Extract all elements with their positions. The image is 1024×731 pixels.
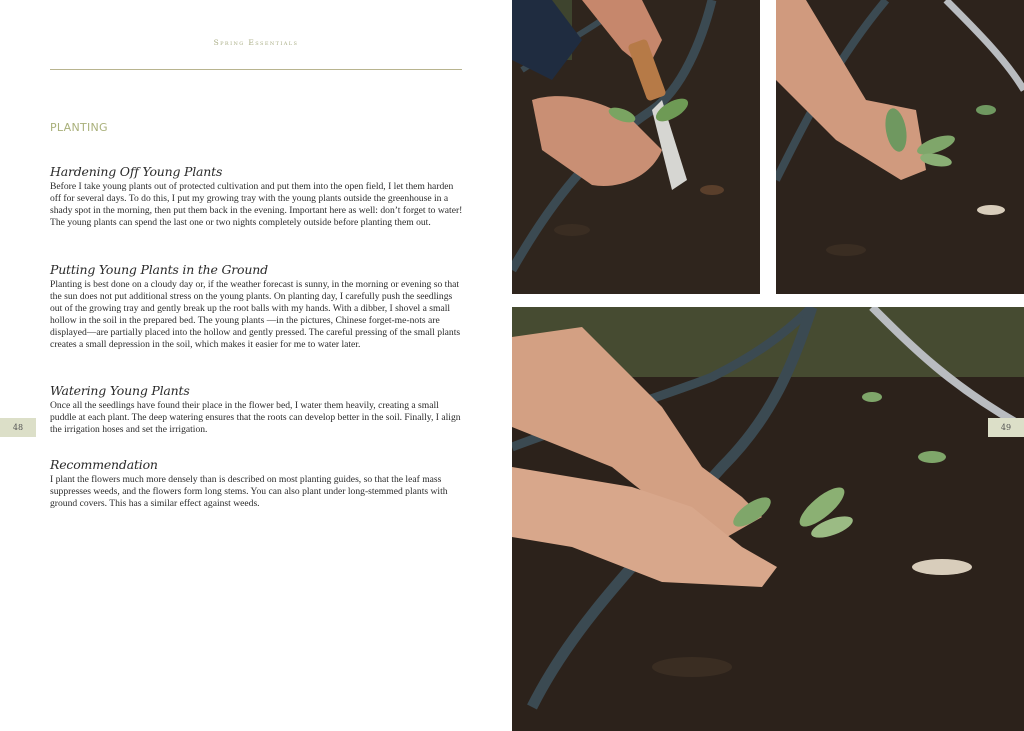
photo-hands-firming-soil [512,307,1024,731]
section-putting-in-ground [50,262,464,351]
photo-dibber-planting [512,0,760,294]
header-rule [50,69,462,70]
subheading: Recommendation [50,457,158,472]
subheading: Putting Young Plants in the Ground [50,262,268,277]
running-head: Spring Essentials [213,38,299,47]
photo-pressing-seedling [776,0,1024,294]
section-recommendation [50,457,464,510]
section-watering [50,383,464,436]
subheading: Watering Young Plants [50,383,190,398]
paragraph: I plant the flowers much more densely than is described on most planting guides, so that the leaf mass suppresses weeds, and the flowers form long stems. You can also plant under long-stemmed plants with ground covers. This has a similar effect against weeds. [50,474,448,509]
section-hardening-off [50,164,464,229]
page-number-left: 48 [0,418,36,437]
page-number-right: 49 [988,418,1024,437]
paragraph: Planting is best done on a cloudy day or, if the weather forecast is sunny, in the morning or evening so that the sun does not put additional stress on the young plants. On planting day, I carefully push the seedlings out of the growing tray and gently break up the root balls with my hands. With a dibber, I shovel a small hollow in the soil in the prepared bed. The young plants —in the pictures, Chinese forget-me-nots are displayed—are partially placed into the hollow and gently pressed. The careful pressing of the small plants creates a small depression in the soil, which makes it easier for me to water later. [50,279,461,350]
paragraph: Before I take young plants out of protected cultivation and put them into the open field, I let them harden off for several days. To do this, I put my growing tray with the young plants outside the greenhouse in a shady spot in the morning, then put them back in the evening. Important here as well: don’t forget to water! The young plants can spend the last one or two nights completely outside before planting them out. [50,181,463,228]
subheading: Hardening Off Young Plants [50,164,223,179]
paragraph: Once all the seedlings have found their place in the flower bed, I water them heavily, creating a small puddle at each plant. The deep watering ensures that the roots can develop better in the soil. Finally, I align the irrigation hoses and set the irrigation. [50,400,461,435]
section-title: PLANTING [50,121,108,134]
